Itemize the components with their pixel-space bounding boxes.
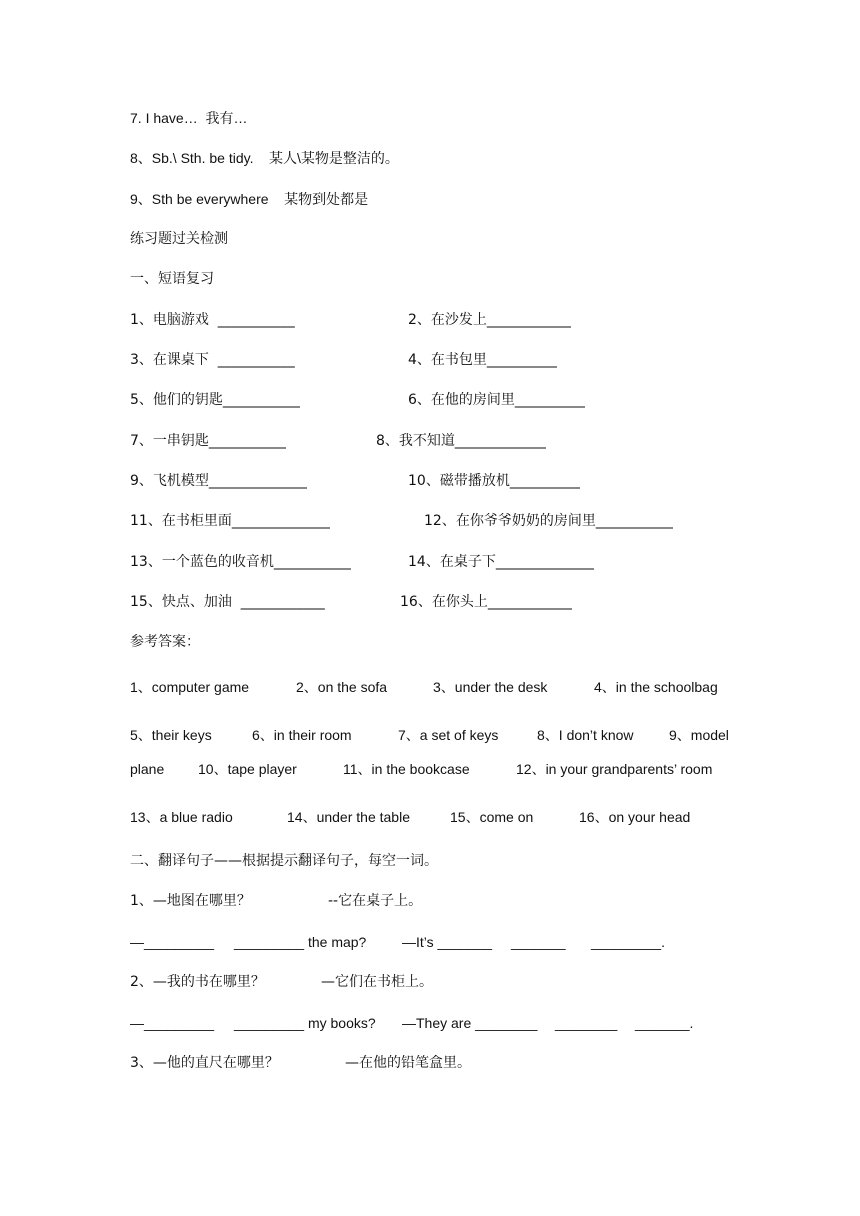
answer-11: 11、in the bookcase <box>343 761 470 777</box>
answer-9-cont: plane <box>130 761 165 777</box>
phrase-item-6: 6、在他的房间里__________ <box>408 392 585 408</box>
phrase-item-10: 10、磁带播放机__________ <box>408 473 580 489</box>
phrase-item-4: 4、在书包里__________ <box>408 352 557 368</box>
section-title: 练习题过关检测 <box>130 231 228 247</box>
phrase-7: 7. I have… 我有… <box>130 110 248 126</box>
phrase-9: 9、Sth be everywhere 某物到处都是 <box>130 191 369 207</box>
phrase-item-2: 2、在沙发上____________ <box>408 312 571 328</box>
answers-heading: 参考答案： <box>130 634 200 650</box>
phrase-item-16: 16、在你头上____________ <box>400 594 572 610</box>
answer-4: 4、in the schoolbag <box>594 679 718 695</box>
part2-heading: 二、翻译句子——根据提示翻译句子，每空一词。 <box>130 853 438 869</box>
phrase-item-8: 8、我不知道_____________ <box>376 433 546 449</box>
q2-chinese-answer: —它们在书柜上。 <box>321 974 433 990</box>
phrase-item-7: 7、一串钥匙___________ <box>130 433 286 449</box>
q3-chinese-answer: —在他的铅笔盒里。 <box>345 1055 471 1071</box>
answer-7: 7、a set of keys <box>398 727 499 743</box>
q1-blank-3: —It’s _______ <box>402 934 493 950</box>
answer-9: 9、model <box>669 727 729 743</box>
answer-2: 2、on the sofa <box>296 679 388 695</box>
q2-blank-5: _______. <box>635 1015 694 1031</box>
q1-blank-5: _________. <box>591 934 665 950</box>
phrase-8: 8、Sb.\ Sth. be tidy. 某人\某物是整洁的。 <box>130 150 399 166</box>
q1-blank-4: _______ <box>511 934 566 950</box>
answer-10: 10、tape player <box>198 761 297 777</box>
q1-chinese: 1、—地图在哪里？ <box>130 893 251 909</box>
phrase-item-12: 12、在你爷爷奶奶的房间里___________ <box>424 513 673 529</box>
phrase-item-1: 1、电脑游戏 ___________ <box>130 312 295 328</box>
phrase-item-14: 14、在桌子下______________ <box>408 554 594 570</box>
answer-8: 8、I don’t know <box>537 727 634 743</box>
phrase-item-5: 5、他们的钥匙___________ <box>130 392 300 408</box>
phrase-item-11: 11、在书柜里面______________ <box>130 513 330 529</box>
answer-6: 6、in their room <box>252 727 352 743</box>
q2-blank-4: ________ <box>555 1015 618 1031</box>
q1-chinese-answer: --它在桌子上。 <box>328 893 423 909</box>
q1-blank-1: —_________ <box>130 934 215 950</box>
q2-blank-3: —They are ________ <box>402 1015 538 1031</box>
answer-3: 3、under the desk <box>433 679 548 695</box>
q1-blank-2: _________ the map? <box>234 934 367 950</box>
phrase-item-15: 15、快点、加油 ____________ <box>130 594 325 610</box>
answer-5: 5、their keys <box>130 727 212 743</box>
q3-chinese: 3、—他的直尺在哪里？ <box>130 1055 279 1071</box>
q2-blank-2: _________ my books? <box>234 1015 376 1031</box>
q2-blank-1: —_________ <box>130 1015 215 1031</box>
phrase-item-3: 3、在课桌下 ___________ <box>130 352 295 368</box>
answer-13: 13、a blue radio <box>130 809 233 825</box>
phrase-item-9: 9、飞机模型______________ <box>130 473 307 489</box>
answer-12: 12、in your grandparents’ room <box>516 761 713 777</box>
answer-14: 14、under the table <box>287 809 410 825</box>
q2-chinese: 2、—我的书在哪里？ <box>130 974 265 990</box>
part1-heading: 一、短语复习 <box>130 271 214 287</box>
answer-16: 16、on your head <box>579 809 691 825</box>
phrase-item-13: 13、一个蓝色的收音机___________ <box>130 554 351 570</box>
answer-15: 15、come on <box>450 809 534 825</box>
answer-1: 1、computer game <box>130 679 250 695</box>
